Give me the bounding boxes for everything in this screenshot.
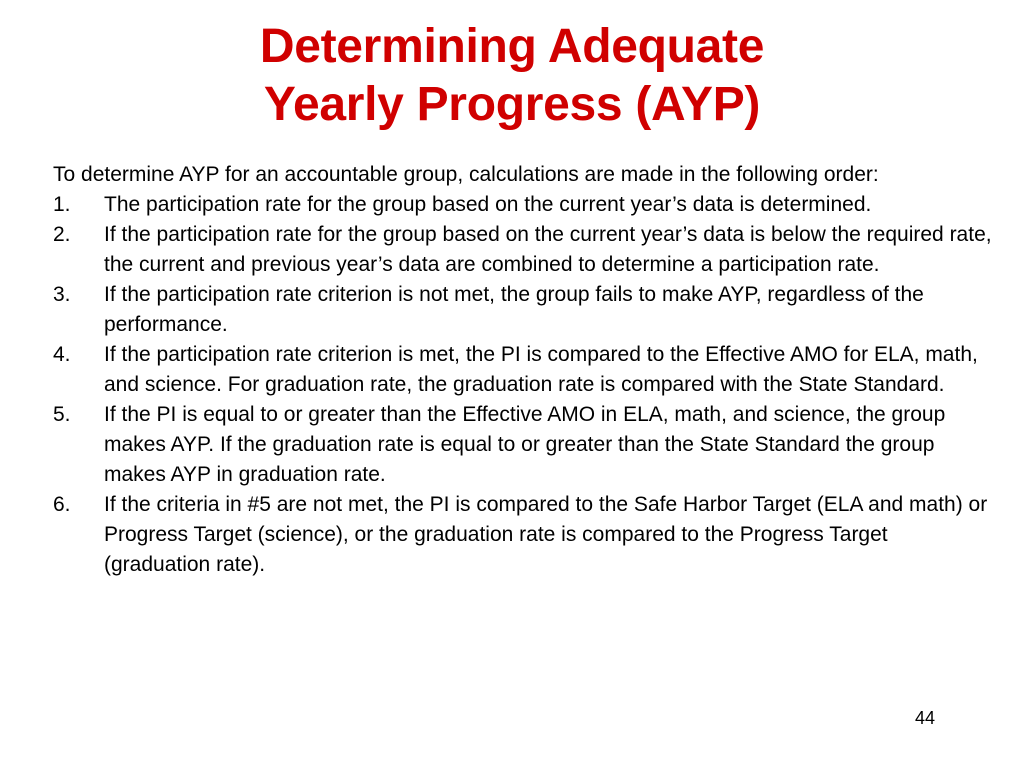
step-item-1	[53, 190, 993, 220]
intro-text: To determine AYP for an accountable group, calculations are made in the following order:	[53, 163, 879, 186]
step-item-4	[53, 340, 993, 400]
step-text: If the participation rate criterion is not met, the group fails to make AYP, regardless of the performance.	[104, 283, 924, 336]
slide-body	[53, 160, 993, 580]
step-item-2	[53, 220, 993, 280]
step-number: 5.	[53, 403, 71, 426]
step-item-5	[53, 400, 993, 490]
steps-list	[53, 190, 993, 580]
slide-title-line-2: Yearly Progress (AYP)	[263, 78, 761, 131]
slide-title	[0, 18, 1024, 134]
step-number: 1.	[53, 193, 71, 216]
step-item-3	[53, 280, 993, 340]
step-text: If the participation rate criterion is met, the PI is compared to the Effective AMO for ELA, math, and science. For graduation rate, the graduation rate is compared with the State Standard.	[104, 343, 978, 396]
step-item-6	[53, 490, 993, 580]
step-text: The participation rate for the group based on the current year’s data is determined.	[104, 193, 872, 216]
step-number: 6.	[53, 493, 71, 516]
step-text: If the participation rate for the group based on the current year’s data is below the required rate, the current and previous year’s data are combined to determine a participation rate.	[104, 223, 992, 276]
step-number: 3.	[53, 283, 71, 306]
step-number: 2.	[53, 223, 71, 246]
step-number: 4.	[53, 343, 71, 366]
step-text: If the criteria in #5 are not met, the PI is compared to the Safe Harbor Target (ELA and math) or Progress Target (science), or the graduation rate is compared to the Progress Target (graduation rate).	[104, 493, 988, 576]
slide-title-line-1: Determining Adequate	[259, 20, 765, 73]
page-number: 44	[915, 708, 936, 728]
step-text: If the PI is equal to or greater than the Effective AMO in ELA, math, and science, the group makes AYP. If the graduation rate is equal to or greater than the State Standard the group makes AYP in graduation rate.	[104, 403, 946, 486]
